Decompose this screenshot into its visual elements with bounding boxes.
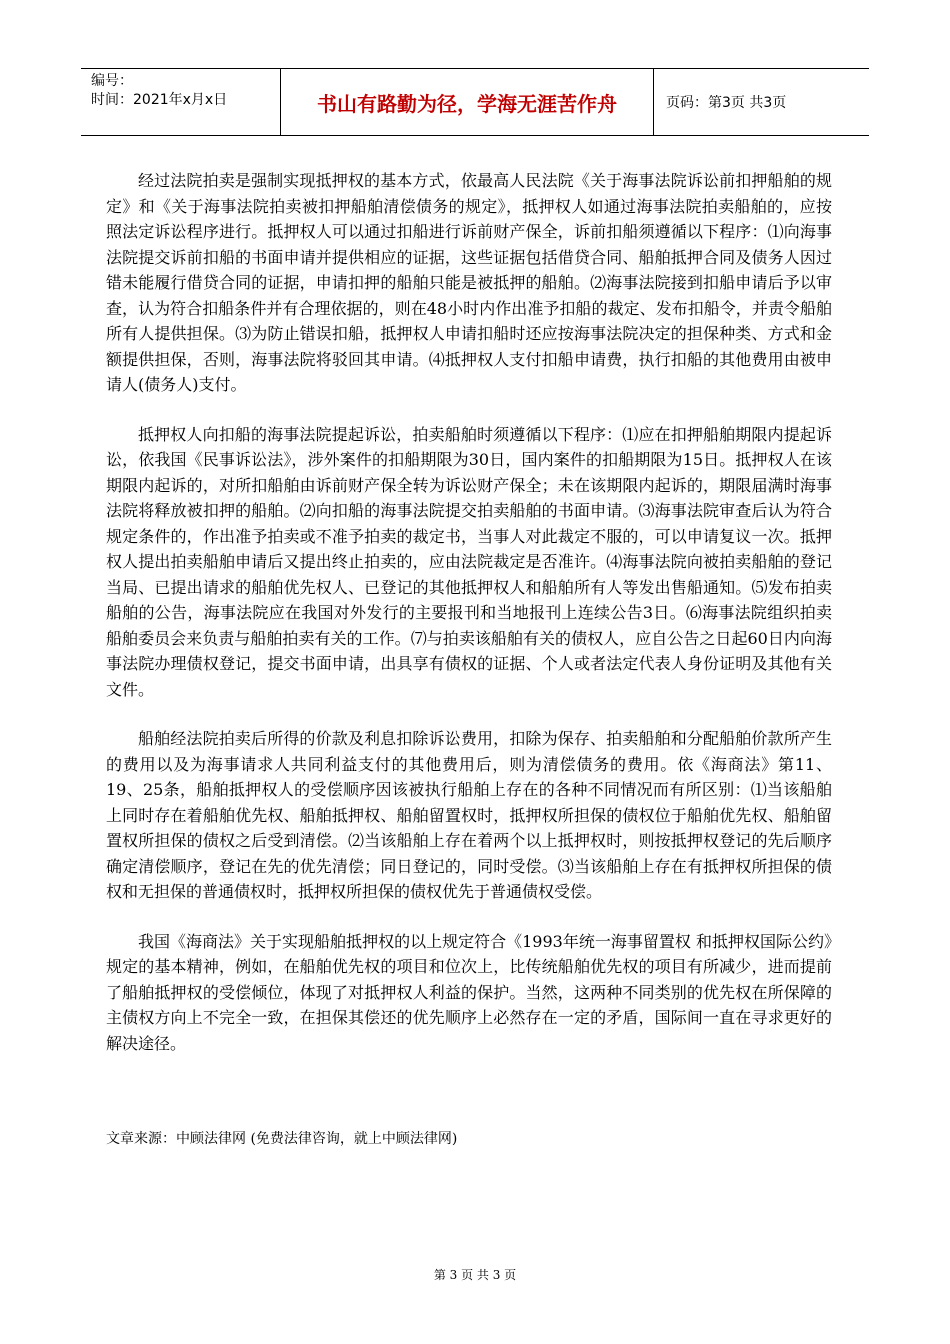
article-body xyxy=(106,168,832,1080)
page-header xyxy=(81,68,869,136)
paragraph: 船舶经法院拍卖后所得的价款及利息扣除诉讼费用，扣除为保存、拍卖船舶和分配船舶价款所产生的费用以及为海事请求人共同利益支付的其他费用后，则为清偿债务的费用。依《海商法》第11、19、25条，船舶抵押权人的受偿顺序因该被执行船舶上存在的各种不同情况而有所区别：⑴当该船舶上同时存在着船舶优先权、船舶抵押权、船舶留置权时，抵押权所担保的债权位于船舶优先权、船舶留置权所担保的债权之后受到清偿。⑵当该船舶上存在着两个以上抵押权时，则按抵押权登记的先后顺序确定清偿顺序，登记在先的优先清偿；同日登记的，同时受偿。⑶当该船舶上存在有抵押权所担保的债权和无担保的普通债权时，抵押权所担保的债权优先于普通债权受偿。 xyxy=(106,729,832,901)
header-meta xyxy=(81,69,281,135)
page-footer: 第 3 页 共 3 页 xyxy=(433,1268,517,1282)
paragraph: 抵押权人向扣船的海事法院提起诉讼，拍卖船舶时须遵循以下程序：⑴应在扣押船舶期限内提起诉讼，依我国《民事诉讼法》，涉外案件的扣船期限为30日，国内案件的扣船期限为15日。抵押权人在该期限内起诉的，对所扣船舶由诉前财产保全转为诉讼财产保全；未在该期限内起诉的，期限届满时海事法院将释放被扣押的船舶。⑵向扣船的海事法院提交拍卖船舶的书面申请。⑶海事法院审查后认为符合规定条件的，作出准予拍卖或不准予拍卖的裁定书，当事人对此裁定不服的，可以申请复议一次。抵押权人提出拍卖船舶申请后又提出终止拍卖的，应由法院裁定是否准许。⑷海事法院向被拍卖船舶的登记当局、已提出请求的船舶优先权人、已登记的其他抵押权人和船舶所有人等发出售船通知。⑸发布拍卖船舶的公告，海事法院应在我国对外发行的主要报刊和当地报刊上连续公告3日。⑹海事法院组织拍卖船舶委员会来负责与船舶拍卖有关的工作。⑺与拍卖该船舶有关的债权人，应自公告之日起60日内向海事法院办理债权登记，提交书面申请，出具享有债权的证据、个人或者法定代表人身份证明及其他有关文件。 xyxy=(106,424,832,699)
paragraph: 我国《海商法》关于实现船舶抵押权的以上规定符合《1993年统一海事留置权 和抵押权国际公约》规定的基本精神，例如，在船舶优先权的项目和位次上，比传统船舶优先权的项目有所减少，进而提前了船舶抵押权的受偿倾位，体现了对抵押权人利益的保护。当然，这两种不同类别的优先权在所保障的主债权方向上不完全一致，在担保其偿还的优先顺序上必然存在一定的矛盾，国际间一直在寻求更好的解决途径。 xyxy=(106,931,832,1053)
header-page-info: 页码：第3页 共3页 xyxy=(666,95,787,111)
header-motto: 书山有路勤为径，学海无涯苦作舟 xyxy=(281,69,654,135)
paragraph: 经过法院拍卖是强制实现抵押权的基本方式，依最高人民法院《关于海事法院诉讼前扣押船舶的规定》和《关于海事法院拍卖被扣押船舶清偿债务的规定》，抵押权人如通过海事法院拍卖船舶的，应按照法定诉讼程序进行。抵押权人可以通过扣船进行诉前财产保全，诉前扣船须遵循以下程序：⑴向海事法院提交诉前扣船的书面申请并提供相应的证据，这些证据包括借贷合同、船舶抵押合同及债务人因过错未能履行借贷合同的证据，申请扣押的船舶只能是被抵押的船舶。⑵海事法院接到扣船申请后予以审查，认为符合扣船条件并有合理依据的，则在48小时内作出准予扣船的裁定、发布扣船令，并责令船舶所有人提供担保。⑶为防止错误扣船，抵押权人申请扣船时还应按海事法院决定的担保种类、方式和金额提供担保，否则，海事法院将驳回其申请。⑷抵押权人支付扣船申请费，执行扣船的其他费用由被申请人(债务人)支付。 xyxy=(106,171,832,394)
article-source: 文章来源：中顾法律网 (免费法律咨询，就上中顾法律网) xyxy=(106,1131,458,1147)
document-date: 时间：2021年x月x日 xyxy=(91,92,228,108)
document-number-label: 编号： xyxy=(91,73,133,89)
